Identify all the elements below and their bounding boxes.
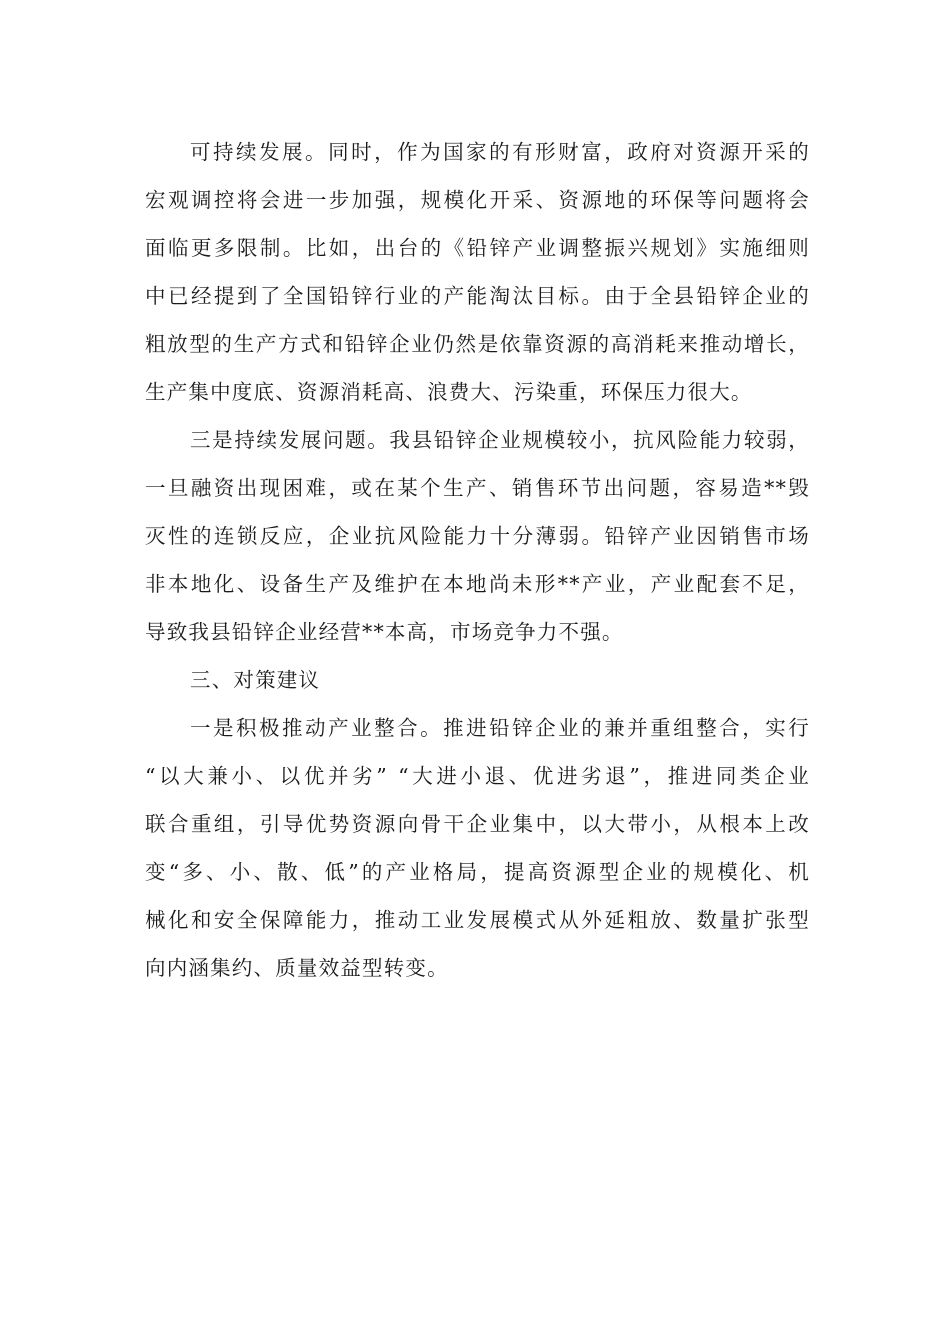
paragraph-industry-integration <box>145 704 810 992</box>
text-line: 械化和安全保障能力，推动工业发展模式从外延粗放、数量扩张型 <box>145 908 810 932</box>
text-line: 粗放型的生产方式和铅锌企业仍然是依靠资源的高消耗来推动增长， <box>145 332 810 356</box>
text-line: 非本地化、设备生产及维护在本地尚未形**产业，产业配套不足， <box>145 572 810 596</box>
heading-text: 三、对策建议 <box>190 668 321 692</box>
document-body <box>145 128 810 992</box>
text-line: 变“多、小、散、低”的产业格局，提高资源型企业的规模化、机 <box>145 860 810 884</box>
text-line: 中已经提到了全国铅锌行业的产能淘汰目标。由于全县铅锌企业的 <box>145 284 810 308</box>
text-line: 三是持续发展问题。我县铅锌企业规模较小，抗风险能力较弱， <box>190 428 810 452</box>
paragraph-sustainable-development <box>145 128 810 416</box>
text-line: 向内涵集约、质量效益型转变。 <box>145 956 449 980</box>
text-line: “以大兼小、以优并劣” “大进小退、优进劣退”，推进同类企业 <box>145 764 810 788</box>
text-line: 面临更多限制。比如，出台的《铅锌产业调整振兴规划》实施细则 <box>145 236 810 260</box>
text-line: 灭性的连锁反应，企业抗风险能力十分薄弱。铅锌产业因销售市场 <box>145 524 810 548</box>
text-line: 可持续发展。同时，作为国家的有形财富，政府对资源开采的 <box>190 140 810 164</box>
text-line: 宏观调控将会进一步加强，规模化开采、资源地的环保等问题将会 <box>145 188 810 212</box>
text-line: 一是积极推动产业整合。推进铅锌企业的兼并重组整合，实行 <box>190 716 810 740</box>
text-line: 联合重组，引导优势资源向骨干企业集中，以大带小，从根本上改 <box>145 812 810 836</box>
paragraph-sustainability-issue <box>145 416 810 656</box>
text-line: 一旦融资出现困难，或在某个生产、销售环节出问题，容易造**毁 <box>145 476 810 500</box>
section-heading <box>145 656 810 704</box>
text-line: 导致我县铅锌企业经营**本高，市场竞争力不强。 <box>145 620 624 644</box>
text-line: 生产集中度底、资源消耗高、浪费大、污染重，环保压力很大。 <box>145 380 753 404</box>
